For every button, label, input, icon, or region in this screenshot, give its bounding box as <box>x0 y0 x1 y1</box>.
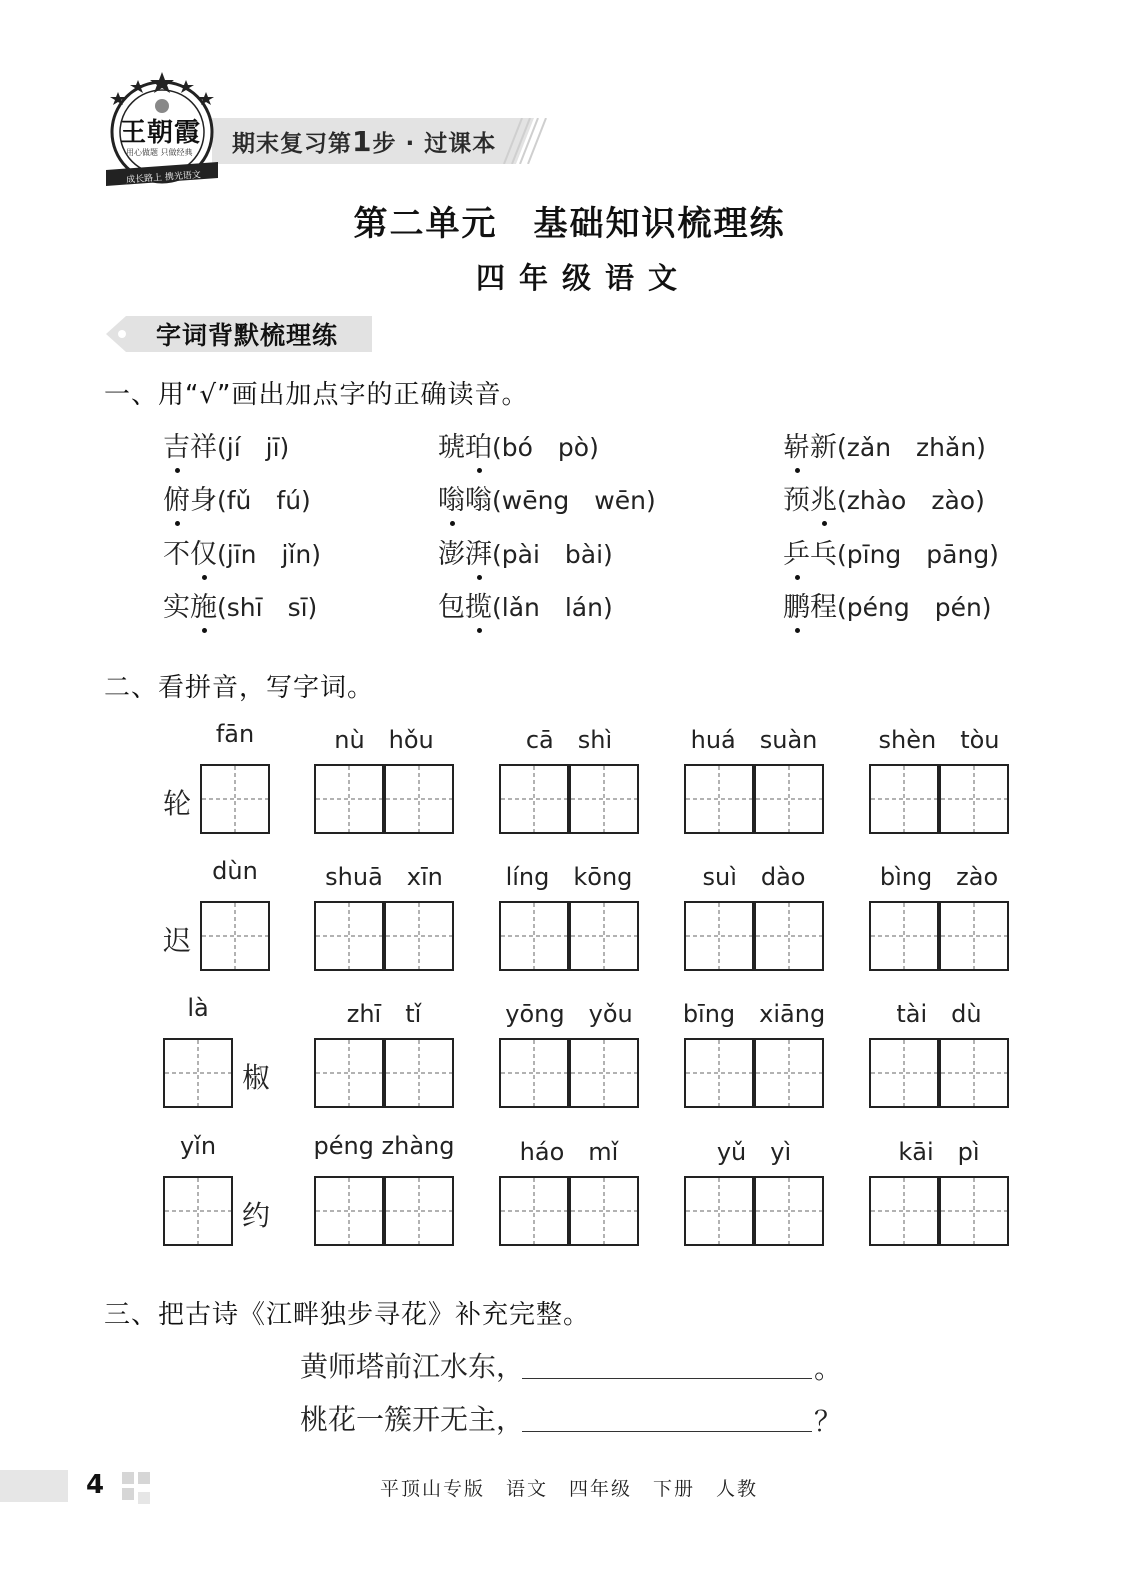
pinyin-options[interactable]: (jīn jǐn) <box>217 540 321 569</box>
word-char: 仅 <box>190 532 217 571</box>
pinyin-label: tài dù <box>896 1000 982 1028</box>
reading-item <box>438 585 613 624</box>
page-title: 第二单元 基础知识梳理练 <box>353 204 786 244</box>
writing-box[interactable] <box>499 764 639 834</box>
pinyin-options[interactable]: (wēng wēn) <box>492 486 656 515</box>
pinyin-label: shuā xīn <box>325 863 443 891</box>
word-char: 俯 <box>163 478 190 517</box>
given-character: 轮 <box>163 787 192 820</box>
logo-name: 王朝霞 <box>120 118 202 148</box>
word-char: 澎 <box>438 539 465 570</box>
given-character: 约 <box>242 1199 271 1232</box>
writing-box[interactable] <box>869 764 1009 834</box>
word-char: 吉 <box>163 425 190 464</box>
given-character: 椒 <box>242 1061 271 1094</box>
reading-item <box>163 478 311 517</box>
given-character: 迟 <box>163 924 192 957</box>
writing-box[interactable] <box>314 764 454 834</box>
logo-ribbon: 成长路上 携光语文 <box>125 170 202 186</box>
writing-box[interactable] <box>200 901 270 971</box>
footer-edition: 平顶山专版 语文 四年级 下册 人教 <box>380 1478 759 1500</box>
pinyin-label: bīng xiāng <box>682 1000 826 1028</box>
pinyin-label: huá suàn <box>690 726 818 754</box>
reading-item <box>438 478 656 517</box>
writing-box[interactable] <box>314 1176 454 1246</box>
answer-blank[interactable] <box>522 1377 812 1379</box>
pinyin-label: zhī tǐ <box>346 1000 422 1028</box>
reading-item <box>163 532 321 571</box>
question-2-title: 二、看拼音，写字词。 <box>104 673 375 703</box>
pinyin-options[interactable]: (shī sī) <box>217 593 318 622</box>
word-char: 珀 <box>465 425 492 464</box>
pinyin-options[interactable]: (zǎn zhǎn) <box>837 433 986 462</box>
word-char: 湃 <box>465 532 492 571</box>
writing-box[interactable] <box>869 901 1009 971</box>
reading-item <box>438 532 613 571</box>
pinyin-label: háo mǐ <box>519 1138 619 1166</box>
writing-box[interactable] <box>684 1038 824 1108</box>
pinyin-label: fān <box>215 720 255 748</box>
writing-box[interactable] <box>499 1038 639 1108</box>
writing-box[interactable] <box>684 764 824 834</box>
page-subtitle: 四年级语文 <box>475 261 691 295</box>
word-char: 崭 <box>783 425 810 464</box>
poem-line-text: 桃花一簇开无主， <box>300 1403 525 1436</box>
writing-box[interactable] <box>499 901 639 971</box>
word-char: 嗡 <box>438 478 465 517</box>
word-char: 乒 <box>783 532 810 571</box>
reading-item <box>783 478 985 517</box>
word-char: 身 <box>190 485 217 516</box>
word-char: 兆 <box>810 478 837 517</box>
pinyin-options[interactable]: (fǔ fú) <box>217 486 311 515</box>
writing-box[interactable] <box>200 764 270 834</box>
section-tag-label: 字词背默梳理练 <box>156 321 339 350</box>
reading-item <box>783 532 999 571</box>
writing-box[interactable] <box>684 901 824 971</box>
pinyin-options[interactable]: (pài bài) <box>492 540 613 569</box>
writing-box[interactable] <box>684 1176 824 1246</box>
word-char: 鹏 <box>783 585 810 624</box>
pinyin-label: líng kōng <box>505 863 633 891</box>
word-char: 琥 <box>438 432 465 463</box>
reading-item <box>783 585 992 624</box>
word-char: 施 <box>190 585 217 624</box>
footer-decoration <box>122 1472 150 1504</box>
word-char: 程 <box>810 592 837 623</box>
pinyin-label: kāi pì <box>898 1138 980 1166</box>
word-char: 不 <box>163 539 190 570</box>
writing-box[interactable] <box>163 1176 233 1246</box>
writing-box[interactable] <box>314 901 454 971</box>
logo-tagline: 用心做题 只做经典 <box>126 148 193 157</box>
pinyin-label: dùn <box>212 857 258 885</box>
footer-bar <box>0 1470 68 1502</box>
answer-blank[interactable] <box>522 1430 812 1432</box>
pinyin-label: yōng yǒu <box>505 1000 633 1028</box>
word-char: 实 <box>163 592 190 623</box>
reading-item <box>163 585 317 624</box>
word-char: 揽 <box>465 585 492 624</box>
pinyin-label: nù hǒu <box>334 726 434 754</box>
word-char: 包 <box>438 592 465 623</box>
question-3-title: 三、把古诗《江畔独步寻花》补充完整。 <box>104 1300 591 1330</box>
pinyin-options[interactable]: (zhào zào) <box>837 486 985 515</box>
writing-box[interactable] <box>314 1038 454 1108</box>
pinyin-label: suì dào <box>702 863 806 891</box>
question-1-title: 一、用“√”画出加点字的正确读音。 <box>104 380 529 410</box>
pinyin-label: shèn tòu <box>878 726 1000 754</box>
reading-item <box>783 425 986 464</box>
writing-box[interactable] <box>869 1176 1009 1246</box>
header-title: 期末复习第1步 · 过课本 <box>232 125 497 158</box>
writing-box[interactable] <box>163 1038 233 1108</box>
pinyin-options[interactable]: (péng pén) <box>837 593 992 622</box>
pinyin-label: cā shì <box>525 726 613 754</box>
pinyin-label: bìng zào <box>879 863 999 891</box>
poem-line-punctuation: 。 <box>814 1352 843 1385</box>
pinyin-label: yǔ yì <box>716 1138 792 1166</box>
reading-item <box>163 425 289 464</box>
pinyin-label: yǐn <box>179 1132 217 1160</box>
poem-line-punctuation: ？ <box>814 1405 843 1438</box>
word-char: 乓 <box>810 539 837 570</box>
word-char: 预 <box>783 485 810 516</box>
word-char: 祥 <box>190 432 217 463</box>
pinyin-options[interactable]: (jí jī) <box>217 433 290 462</box>
pinyin-options[interactable]: (bó pò) <box>492 433 599 462</box>
pinyin-label: péng zhàng <box>313 1132 455 1160</box>
poem-line-text: 黄师塔前江水东， <box>300 1350 525 1383</box>
word-char: 嗡 <box>465 485 492 516</box>
pinyin-label: là <box>187 994 209 1022</box>
pinyin-options[interactable]: (pīng pāng) <box>837 540 999 569</box>
page-number: 4 <box>86 1470 105 1500</box>
writing-box[interactable] <box>869 1038 1009 1108</box>
pinyin-options[interactable]: (lǎn lán) <box>492 593 613 622</box>
word-char: 新 <box>810 432 837 463</box>
writing-box[interactable] <box>499 1176 639 1246</box>
reading-item <box>438 425 599 464</box>
